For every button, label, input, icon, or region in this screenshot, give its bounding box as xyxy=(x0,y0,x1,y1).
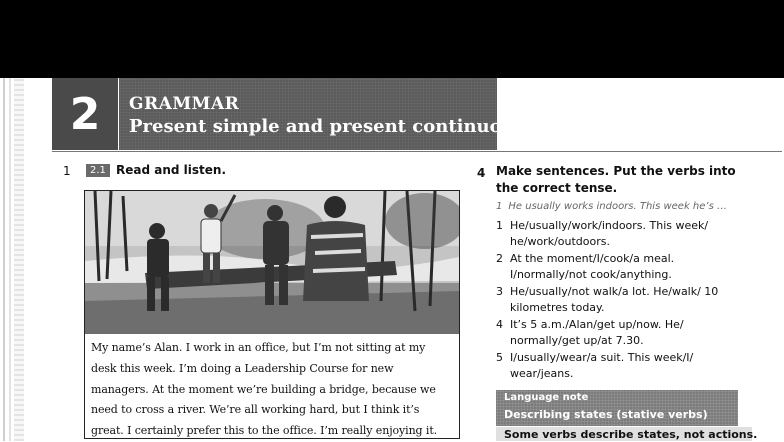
exercise-4-items xyxy=(496,218,746,383)
item-text: He/usually/work/indoors. This week/ he/work/outdoors. xyxy=(510,219,709,248)
exercise-1-instruction: Read and listen. xyxy=(116,163,226,177)
language-note-label: Language note xyxy=(504,392,589,403)
language-note-text: Some verbs describe states, not actions. xyxy=(504,428,758,441)
reading-passage-box xyxy=(84,334,460,439)
language-note-body xyxy=(496,427,758,441)
exercise-1-number: 1 xyxy=(63,164,71,178)
item-number: 2 xyxy=(496,252,503,265)
list-item xyxy=(496,251,746,283)
item-text: He/usually/not walk/a lot. He/walk/ 10 kilometres today. xyxy=(510,285,719,314)
list-item xyxy=(496,317,746,349)
spine-scan-shadow xyxy=(14,78,24,441)
example-text: He usually works indoors. This week he’s … xyxy=(508,201,727,212)
list-item xyxy=(496,284,746,316)
unit-header xyxy=(119,78,525,150)
unit-title: Present simple and present continuous xyxy=(129,116,525,137)
item-text: I/usually/wear/a suit. This week/I/ wear/jeans. xyxy=(510,351,694,380)
audio-track-badge: 2.1 xyxy=(86,164,110,177)
section-kicker: GRAMMAR xyxy=(129,94,240,114)
bridge-building-illustration xyxy=(84,190,460,336)
item-number: 4 xyxy=(496,318,503,331)
list-item xyxy=(496,350,746,382)
header-rule xyxy=(52,151,782,152)
unit-number: 2 xyxy=(52,78,118,150)
item-number: 5 xyxy=(496,351,503,364)
list-item xyxy=(496,218,746,250)
illustration-drawing xyxy=(85,191,459,335)
exercise-4-instruction: Make sentences. Put the verbs into the correct tense. xyxy=(496,164,736,195)
item-number: 3 xyxy=(496,285,503,298)
reading-passage: My name’s Alan. I work in an office, but I’m not sitting at my desk this week. I’m doing a Leadership Course for new managers. At the moment we’re building a bridge, because we need to cross a river. We’re all working hard, but I think it’s great. I certainly prefer this to the office. I’m really enjoying it. xyxy=(91,341,438,438)
scan-top-border xyxy=(0,0,784,78)
worked-example xyxy=(496,201,727,212)
example-number: 1 xyxy=(496,201,503,212)
language-note-header xyxy=(496,390,738,426)
book-spine-edge xyxy=(0,78,46,441)
item-text: At the moment/I/cook/a meal. I/normally/not cook/anything. xyxy=(510,252,675,281)
item-text: It’s 5 a.m./Alan/get up/now. He/ normally/get up/at 7.30. xyxy=(510,318,684,347)
exercise-4-number: 4 xyxy=(477,166,486,180)
language-note-heading: Describing states (stative verbs) xyxy=(504,408,708,421)
item-number: 1 xyxy=(496,219,503,232)
